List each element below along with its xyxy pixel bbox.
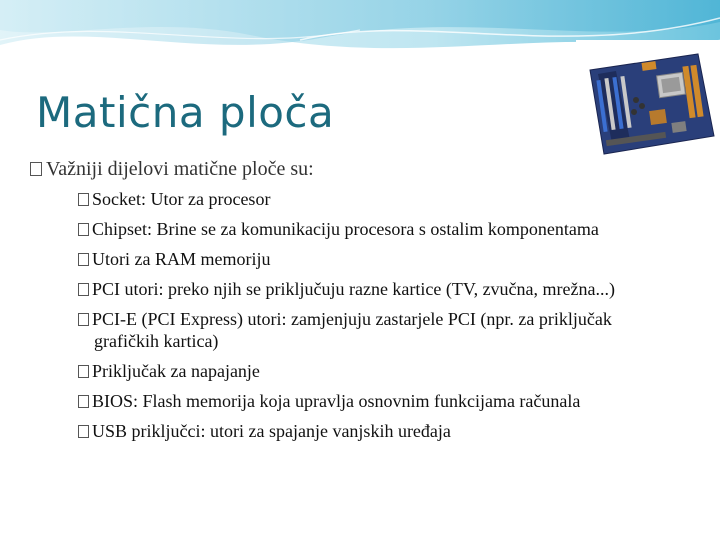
list-item bbox=[78, 188, 678, 210]
list-item-text: BIOS: Flash memorija koja upravlja osnovnim funkcijama računala bbox=[92, 391, 581, 411]
slide-title: Matična ploča bbox=[36, 88, 335, 137]
list-item bbox=[78, 218, 678, 240]
main-bullet bbox=[30, 158, 314, 181]
missing-glyph-box-icon bbox=[30, 162, 42, 176]
list-item-text: USB priključci: utori za spajanje vanjskih uređaja bbox=[92, 421, 451, 441]
list-item-text: PCI utori: preko njih se priključuju razne kartice (TV, zvučna, mrežna...) bbox=[92, 279, 615, 299]
list-item bbox=[78, 278, 678, 300]
missing-glyph-box-icon bbox=[78, 193, 89, 206]
bullet-list bbox=[78, 188, 678, 450]
list-item bbox=[78, 360, 678, 382]
missing-glyph-box-icon bbox=[78, 395, 89, 408]
missing-glyph-box-icon bbox=[78, 313, 89, 326]
list-item-text: Chipset: Brine se za komunikaciju procesora s ostalim komponentama bbox=[92, 219, 599, 239]
list-item-text: Socket: Utor za procesor bbox=[92, 189, 271, 209]
list-item bbox=[78, 308, 678, 352]
motherboard-photo bbox=[576, 40, 720, 162]
list-item-text: Utori za RAM memoriju bbox=[92, 249, 271, 269]
missing-glyph-box-icon bbox=[78, 283, 89, 296]
main-bullet-text: Važniji dijelovi matične ploče su: bbox=[46, 158, 314, 180]
list-item-text: Priključak za napajanje bbox=[92, 361, 260, 381]
list-item-text: PCI-E (PCI Express) utori: zamjenjuju zastarjele PCI (npr. za priključak grafičkih kartica) bbox=[92, 309, 612, 351]
missing-glyph-box-icon bbox=[78, 223, 89, 236]
missing-glyph-box-icon bbox=[78, 365, 89, 378]
list-item bbox=[78, 420, 678, 442]
missing-glyph-box-icon bbox=[78, 253, 89, 266]
list-item bbox=[78, 248, 678, 270]
missing-glyph-box-icon bbox=[78, 425, 89, 438]
list-item bbox=[78, 390, 678, 412]
